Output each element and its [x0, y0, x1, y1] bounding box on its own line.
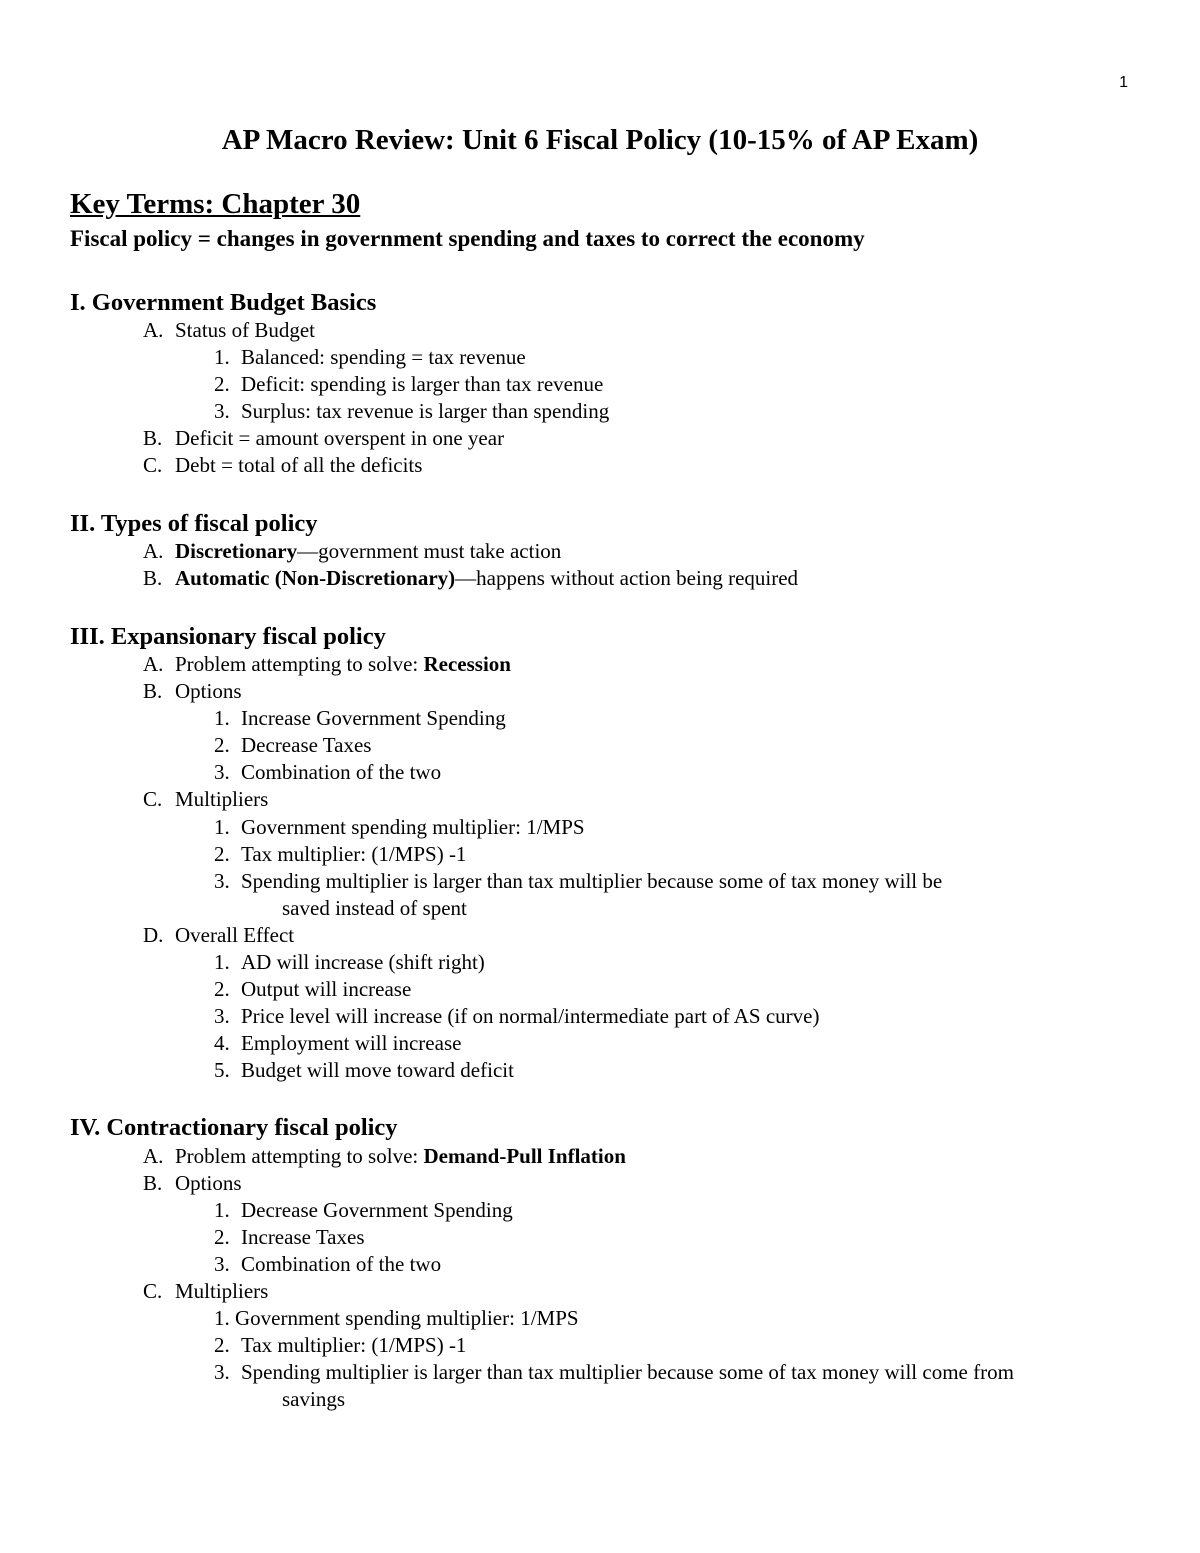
page-number: 1 — [1119, 74, 1128, 91]
list-item: 1. Government spending multiplier: 1/MPS — [214, 815, 585, 839]
list-item: C. Multipliers — [143, 787, 269, 811]
list-item: C. Debt = total of all the deficits — [143, 453, 423, 477]
key-terms-heading: Key Terms: Chapter 30 — [70, 188, 361, 220]
fiscal-policy-definition: Fiscal policy = changes in government spending and taxes to correct the economy — [70, 226, 865, 251]
list-item: 2. Increase Taxes — [214, 1225, 365, 1249]
list-item: 1. Balanced: spending = tax revenue — [214, 345, 526, 369]
list-item-continuation: saved instead of spent — [282, 896, 467, 920]
list-item: B. Deficit = amount overspent in one year — [143, 426, 505, 450]
section-1-heading: I. Government Budget Basics — [70, 289, 377, 316]
list-item: 3. Price level will increase (if on normal/intermediate part of AS curve) — [214, 1004, 820, 1028]
list-item: D. Overall Effect — [143, 923, 295, 947]
list-item: A. Discretionary—government must take action — [143, 539, 562, 563]
list-item: 1. Decrease Government Spending — [214, 1198, 513, 1222]
list-item: 3. Combination of the two — [214, 760, 442, 784]
list-item: A. Status of Budget — [143, 318, 315, 342]
list-item: 3. Surplus: tax revenue is larger than spending — [214, 399, 610, 423]
list-item: C. Multipliers — [143, 1279, 269, 1303]
list-item: B. Automatic (Non-Discretionary)—happens without action being required — [143, 566, 799, 590]
list-item: A. Problem attempting to solve: Recession — [143, 652, 511, 676]
list-item: 1. Increase Government Spending — [214, 706, 506, 730]
list-item: 3. Spending multiplier is larger than tax multiplier because some of tax money will be — [214, 869, 943, 893]
list-item: 2. Decrease Taxes — [214, 733, 372, 757]
section-2-heading: II. Types of fiscal policy — [70, 510, 318, 537]
page-title: AP Macro Review: Unit 6 Fiscal Policy (10-15% of AP Exam) — [221, 124, 979, 156]
list-item: B. Options — [143, 679, 242, 703]
list-item: 2. Tax multiplier: (1/MPS) -1 — [214, 842, 467, 866]
list-item: 3. Spending multiplier is larger than tax multiplier because some of tax money will come from — [214, 1360, 1014, 1384]
list-item: 2. Tax multiplier: (1/MPS) -1 — [214, 1333, 467, 1357]
list-item: 3. Combination of the two — [214, 1252, 442, 1276]
section-3-heading: III. Expansionary fiscal policy — [70, 623, 386, 650]
list-item: A. Problem attempting to solve: Demand-Pull Inflation — [143, 1144, 626, 1168]
list-item: 1. Government spending multiplier: 1/MPS — [214, 1306, 579, 1330]
list-item: B. Options — [143, 1171, 242, 1195]
section-4-heading: IV. Contractionary fiscal policy — [70, 1114, 398, 1141]
list-item: 2. Deficit: spending is larger than tax revenue — [214, 372, 604, 396]
list-item: 4. Employment will increase — [214, 1031, 462, 1055]
list-item: 1. AD will increase (shift right) — [214, 950, 485, 974]
list-item: 2. Output will increase — [214, 977, 412, 1001]
list-item-continuation: savings — [282, 1387, 345, 1411]
list-item: 5. Budget will move toward deficit — [214, 1058, 514, 1082]
